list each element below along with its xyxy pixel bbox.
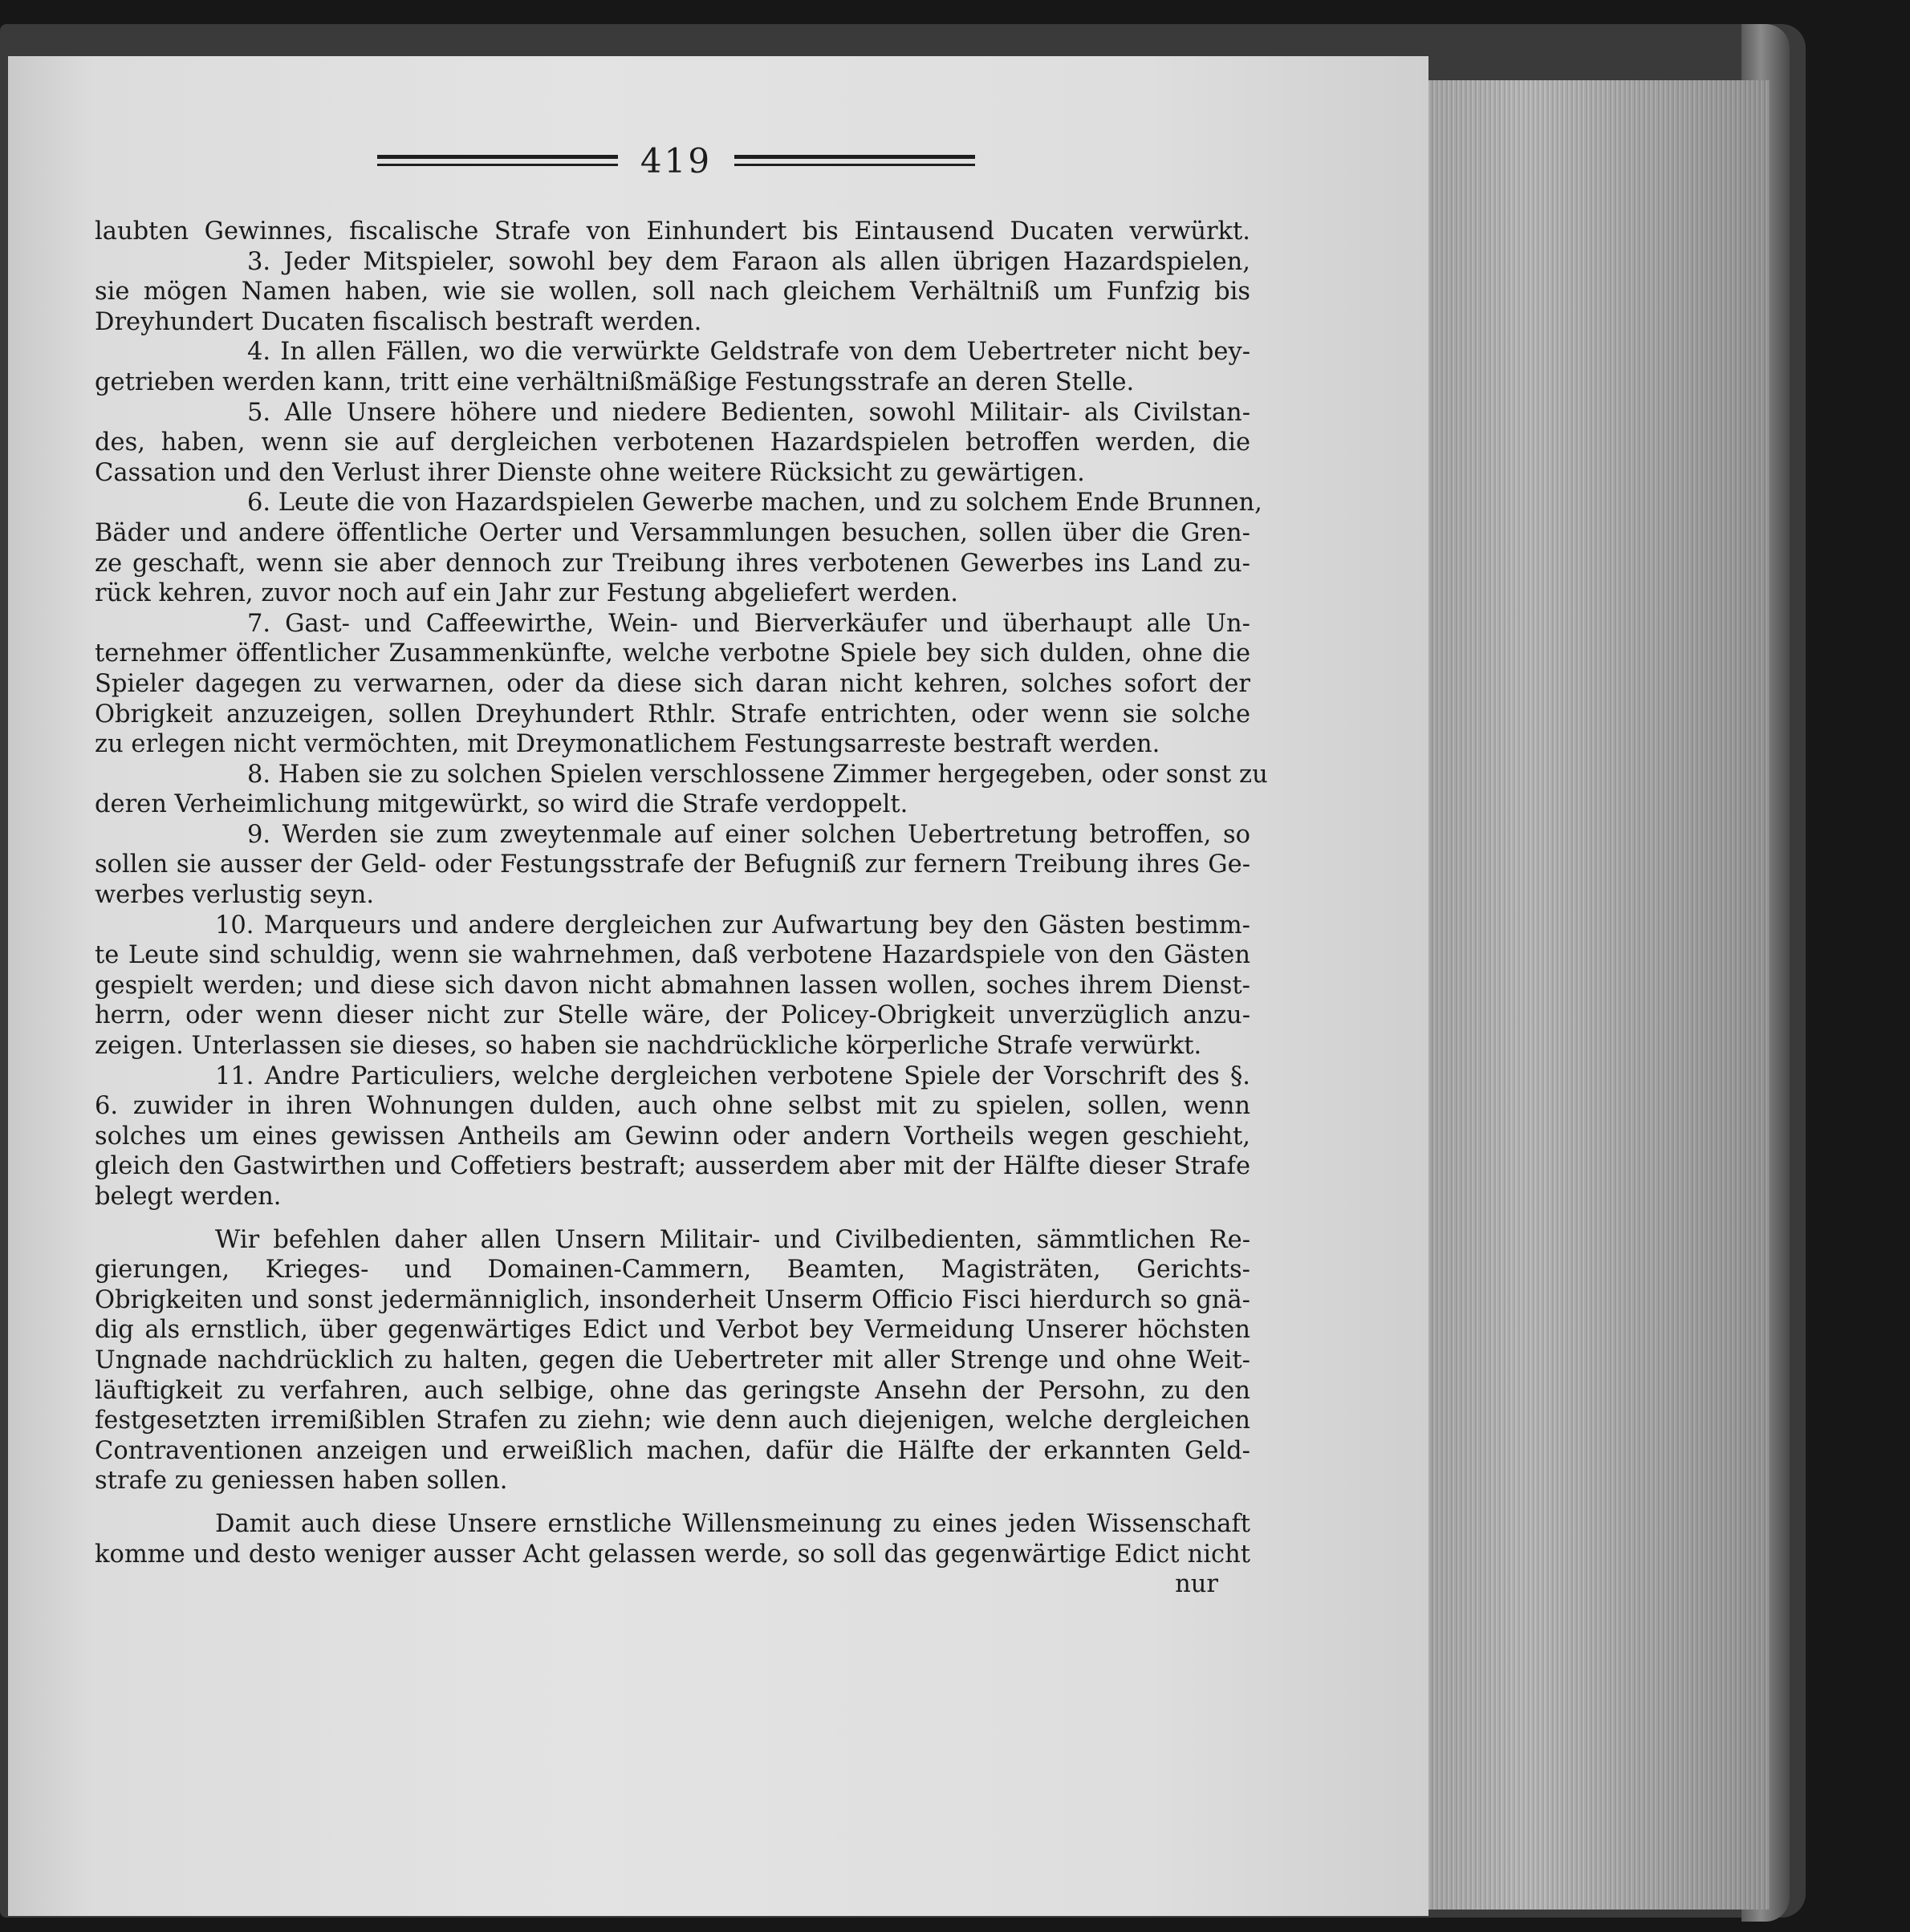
- text-line: gespielt werden; und diese sich davon nicht abmahnen lassen wollen, soches ihrem Dienst-: [95, 971, 1250, 1000]
- text-line: Bäder und andere öffentliche Oerter und Versammlungen besuchen, sollen über die Gren-: [95, 518, 1250, 547]
- page-body-text: [95, 217, 1268, 1600]
- text-line: 6. Leute die von Hazardspielen Gewerbe machen, und zu solchem Ende Brunnen,: [247, 489, 1262, 518]
- text-line: laubten Gewinnes, fiscalische Strafe von Einhundert bis Eintausend Ducaten verwürkt.: [95, 217, 1250, 246]
- text-line: deren Verheimlichung mitgewürkt, so wird die Strafe verdoppelt.: [95, 790, 908, 819]
- text-line: des, haben, wenn sie auf dergleichen verbotenen Hazardspielen betroffen werden, die: [95, 428, 1250, 457]
- text-line: zeigen. Unterlassen sie dieses, so haben sie nachdrückliche körperliche Strafe verwürkt.: [95, 1032, 1202, 1061]
- text-line: rück kehren, zuvor noch auf ein Jahr zur Festung abgeliefert werden.: [95, 579, 958, 608]
- text-line: Dreyhundert Ducaten fiscalisch bestraft werden.: [95, 307, 702, 336]
- header-rule-right: [734, 155, 975, 166]
- text-line: solches um eines gewissen Antheils am Gewinn oder andern Vortheils wegen geschieht,: [95, 1122, 1250, 1151]
- text-line: Cassation und den Verlust ihrer Dienste ohne weitere Rücksicht zu gewärtigen.: [95, 458, 1085, 487]
- text-line: nur: [1175, 1570, 1218, 1599]
- text-line: Spieler dagegen zu verwarnen, oder da diese sich daran nicht kehren, solches sofort der: [95, 669, 1250, 698]
- text-line: Ungnade nachdrücklich zu halten, gegen die Uebertreter mit aller Strenge und ohne Weit-: [95, 1346, 1250, 1374]
- page-fore-edge-shadow: [1416, 80, 1770, 1910]
- text-line: Obrigkeiten und sonst jedermänniglich, insonderheit Unserm Officio Fisci hierdurch so gnä-: [95, 1285, 1250, 1314]
- text-line: dig als ernstlich, über gegenwärtiges Edict und Verbot bey Vermeidung Unserer höchsten: [95, 1316, 1250, 1345]
- text-line: 3. Jeder Mitspieler, sowohl bey dem Faraon als allen übrigen Hazardspielen,: [247, 247, 1250, 276]
- text-line: 6. zuwider in ihren Wohnungen dulden, auch ohne selbst mit zu spielen, sollen, wenn: [95, 1092, 1250, 1121]
- text-line: ze geschaft, wenn sie aber dennoch zur Treibung ihres verbotenen Gewerbes ins Land zu-: [95, 549, 1250, 578]
- text-line: werbes verlustig seyn.: [95, 881, 375, 910]
- text-line: 10. Marqueurs und andere dergleichen zur Aufwartung bey den Gästen bestimm-: [215, 911, 1250, 940]
- text-line: festgesetzten irremißiblen Strafen zu ziehn; wie denn auch diejenigen, welche dergleichen: [95, 1406, 1250, 1435]
- text-line: te Leute sind schuldig, wenn sie wahrnehmen, daß verbotene Hazardspiele von den Gästen: [95, 941, 1250, 970]
- page-number: 419: [640, 140, 713, 181]
- paragraph-gap: [95, 1212, 1250, 1225]
- text-line: gierungen, Krieges- und Domainen-Cammern, Beamten, Magisträten, Gerichts-: [95, 1256, 1250, 1285]
- text-line: 8. Haben sie zu solchen Spielen verschlossene Zimmer hergegeben, oder sonst zu: [247, 760, 1268, 789]
- text-line: Obrigkeit anzuzeigen, sollen Dreyhundert Rthlr. Strafe entrichten, oder wenn sie solche: [95, 700, 1250, 729]
- text-line: 4. In allen Fällen, wo die verwürkte Geldstrafe von dem Uebertreter nicht bey-: [247, 338, 1250, 367]
- text-line: Contraventionen anzeigen und erweißlich machen, dafür die Hälfte der erkannten Geld-: [95, 1436, 1250, 1465]
- text-line: zu erlegen nicht vermöchten, mit Dreymonatlichem Festungsarreste bestraft werden.: [95, 730, 1160, 759]
- text-line: 11. Andre Particuliers, welche dergleichen verbotene Spiele der Vorschrift des §.: [215, 1061, 1250, 1090]
- page-header: [377, 136, 975, 185]
- text-line: läuftigkeit zu verfahren, auch selbige, ohne das geringste Ansehn der Persohn, zu den: [95, 1376, 1250, 1405]
- text-line: getrieben werden kann, tritt eine verhältnißmäßige Festungsstrafe an deren Stelle.: [95, 367, 1135, 396]
- text-line: gleich den Gastwirthen und Coffetiers bestraft; ausserdem aber mit der Hälfte dieser Strafe: [95, 1152, 1250, 1181]
- text-line: ternehmer öffentlicher Zusammenkünfte, welche verbotne Spiele bey sich dulden, ohne die: [95, 639, 1250, 668]
- text-line: sie mögen Namen haben, wie sie wollen, soll nach gleichem Verhältniß um Funfzig bis: [95, 278, 1250, 306]
- text-line: Damit auch diese Unsere ernstliche Willensmeinung zu eines jeden Wissenschaft: [215, 1509, 1250, 1538]
- text-line: herrn, oder wenn dieser nicht zur Stelle wäre, der Policey-Obrigkeit unverzüglich anzu-: [95, 1001, 1250, 1030]
- text-line: Wir befehlen daher allen Unsern Militair- und Civilbedienten, sämmtlichen Re-: [215, 1225, 1250, 1254]
- text-line: strafe zu geniessen haben sollen.: [95, 1467, 508, 1496]
- text-line: 5. Alle Unsere höhere und niedere Bedienten, sowohl Militair- als Civilstan-: [247, 398, 1250, 427]
- text-line: sollen sie ausser der Geld- oder Festungsstrafe der Befugniß zur fernern Treibung ihres Ge-: [95, 850, 1250, 879]
- paragraph-gap: [95, 1496, 1250, 1509]
- text-line: 9. Werden sie zum zweytenmale auf einer solchen Uebertretung betroffen, so: [247, 820, 1250, 849]
- text-line: komme und desto weniger ausser Acht gelassen werde, so soll das gegenwärtige Edict nicht: [95, 1540, 1250, 1569]
- text-line: belegt werden.: [95, 1183, 282, 1211]
- header-rule-left: [377, 155, 618, 166]
- text-line: 7. Gast- und Caffeewirthe, Wein- und Bierverkäufer und überhaupt alle Un-: [247, 609, 1250, 638]
